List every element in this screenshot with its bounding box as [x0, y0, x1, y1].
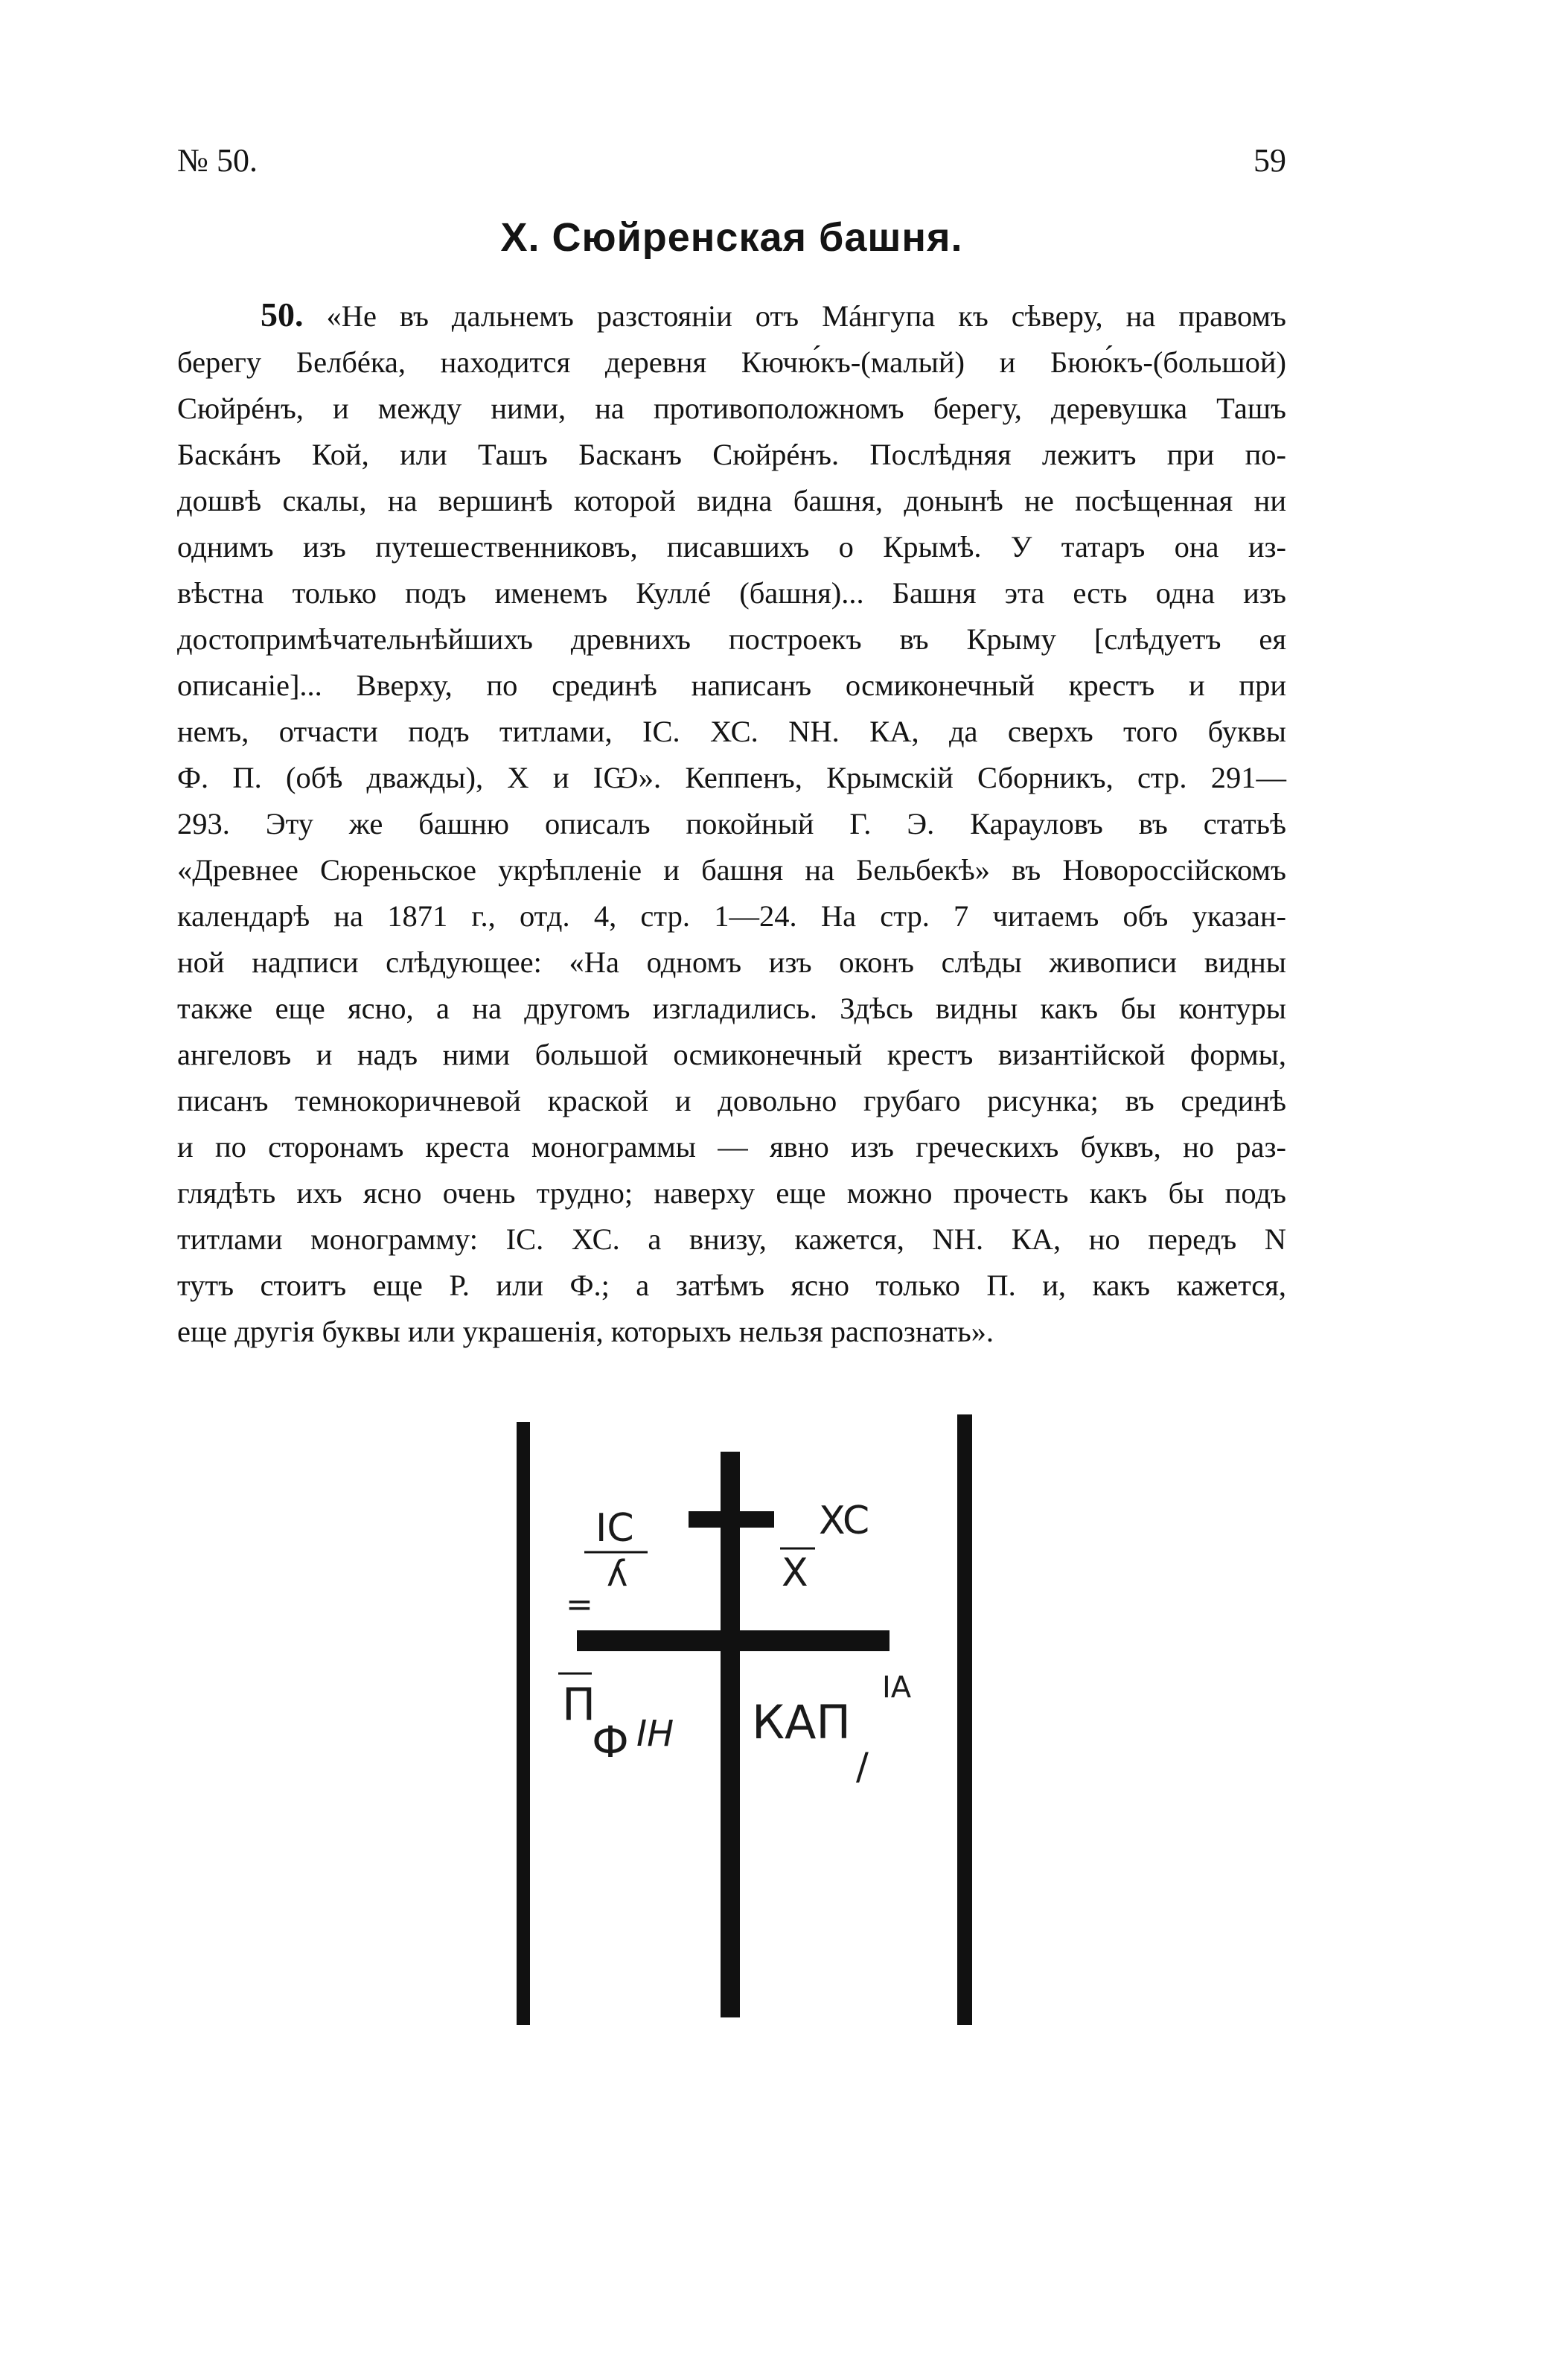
paragraph-line: Ф. П. (обѣ дважды), Х и IѠ». Кеппенъ, Крымскій Сборникъ, стр. 291— [177, 761, 1286, 794]
paragraph-line: Сюйрéнъ, и между ними, на противоположномъ берегу, деревушка Ташъ [177, 392, 1286, 425]
inscription-lower-left-3: IH [636, 1713, 674, 1755]
cross-top-bar [689, 1511, 774, 1528]
inscription-lower-right-sup: IA [882, 1671, 912, 1705]
paragraph-line: и по сторонамъ креста монограммы — явно изъ греческихъ буквъ, но раз- [177, 1130, 1286, 1164]
document-number: № 50. [177, 142, 258, 179]
inscription-lower-right-tick: / [856, 1745, 869, 1788]
paragraph-line: титлами монограмму: ІС. ХС. а внизу, кажется, NH. КА, но передъ N [177, 1222, 1286, 1256]
page-number: 59 [1253, 142, 1286, 179]
right-frame-bar [957, 1414, 972, 2025]
paragraph-line: писанъ темнокоричневой краской и довольно грубаго рисунка; въ срединѣ [177, 1084, 1286, 1117]
paragraph-line: ной надписи слѣдующее: «На одномъ изъ оконъ слѣды живописи видны [177, 945, 1286, 979]
inscription-lower-left-1: П [562, 1679, 596, 1731]
paragraph-line: немъ, отчасти подъ титлами, ІС. ХС. NH. КА, да сверхъ того буквы [177, 715, 1286, 748]
paragraph-line: Баскáнъ Кой, или Ташъ Басканъ Сюйрéнъ. Послѣдняя лежитъ при по- [177, 438, 1286, 471]
paragraph-line: дошвѣ скалы, на вершинѣ которой видна башня, донынѣ не посѣщенная ни [177, 484, 1286, 517]
inscription-lower-left-2: Ф [592, 1717, 629, 1767]
paragraph-line: вѣстна только подъ именемъ Куллé (башня)... Башня эта есть одна изъ [177, 576, 1286, 610]
paragraph-line: календарѣ на 1871 г., отд. 4, стр. 1—24. На стр. 7 читаемъ объ указан- [177, 899, 1286, 933]
left-frame-bar-fill [517, 1422, 530, 2025]
paragraph-line: достопримѣчательнѣйшихъ древнихъ построекъ въ Крыму [слѣдуетъ ея [177, 622, 1286, 656]
paragraph-line: 293. Эту же башню описалъ покойный Г. Э. Карауловъ въ статьѣ [177, 807, 1286, 840]
inscription-mid-left-mark: = [566, 1586, 593, 1624]
paragraph-line: 50. «Не въ дальнемъ разстояніи отъ Мáнгупа къ сѣверу, на правомъ [261, 296, 1287, 334]
paragraph-line: однимъ изъ путешественниковъ, писавшихъ о Крымѣ. У татаръ она из- [177, 530, 1286, 564]
paragraph-line: тутъ стоитъ еще Р. или Ф.; а затѣмъ ясно только П. и, какъ кажется, [177, 1269, 1286, 1302]
inscription-top-left: IC [595, 1506, 634, 1551]
paragraph-line: ангеловъ и надъ ними большой осмиконечный крестъ византійской формы, [177, 1038, 1286, 1071]
paragraph-line: глядѣть ихъ ясно очень трудно; наверху еще можно прочесть какъ бы подъ [177, 1176, 1286, 1210]
inscription-top-right-under: X [782, 1551, 808, 1595]
paragraph-line: также еще ясно, а на другомъ изгладились. Здѣсь видны какъ бы контуры [177, 992, 1286, 1025]
cross-inscription-figure [506, 1400, 983, 2040]
cross-vertical [721, 1452, 740, 2017]
inscription-top-left-under: ʎ [607, 1553, 628, 1595]
cross-main-bar [577, 1630, 890, 1651]
entry-paragraph [177, 292, 1286, 1355]
cross-drawing [506, 1400, 983, 2040]
inscription-lower-right: КАП [752, 1695, 852, 1749]
section-title: X. Сюйренская башня. [500, 215, 963, 260]
inscription-top-right: XC [819, 1499, 870, 1543]
running-head [177, 141, 1286, 186]
paragraph-line: берегу Белбéка, находится деревня Кючю́къ-(малый) и Бюю́къ-(большой) [177, 345, 1286, 379]
paragraph-line: еще другія буквы или украшенія, которыхъ нельзя распознать». [177, 1315, 994, 1348]
paragraph-line: описаніе]... Вверху, по срединѣ написанъ осмиконечный крестъ и при [177, 669, 1286, 702]
entry-number: 50. [261, 296, 304, 334]
paragraph-line: «Древнее Сюреньское укрѣпленіе и башня на Бельбекѣ» въ Новороссійскомъ [177, 853, 1286, 887]
